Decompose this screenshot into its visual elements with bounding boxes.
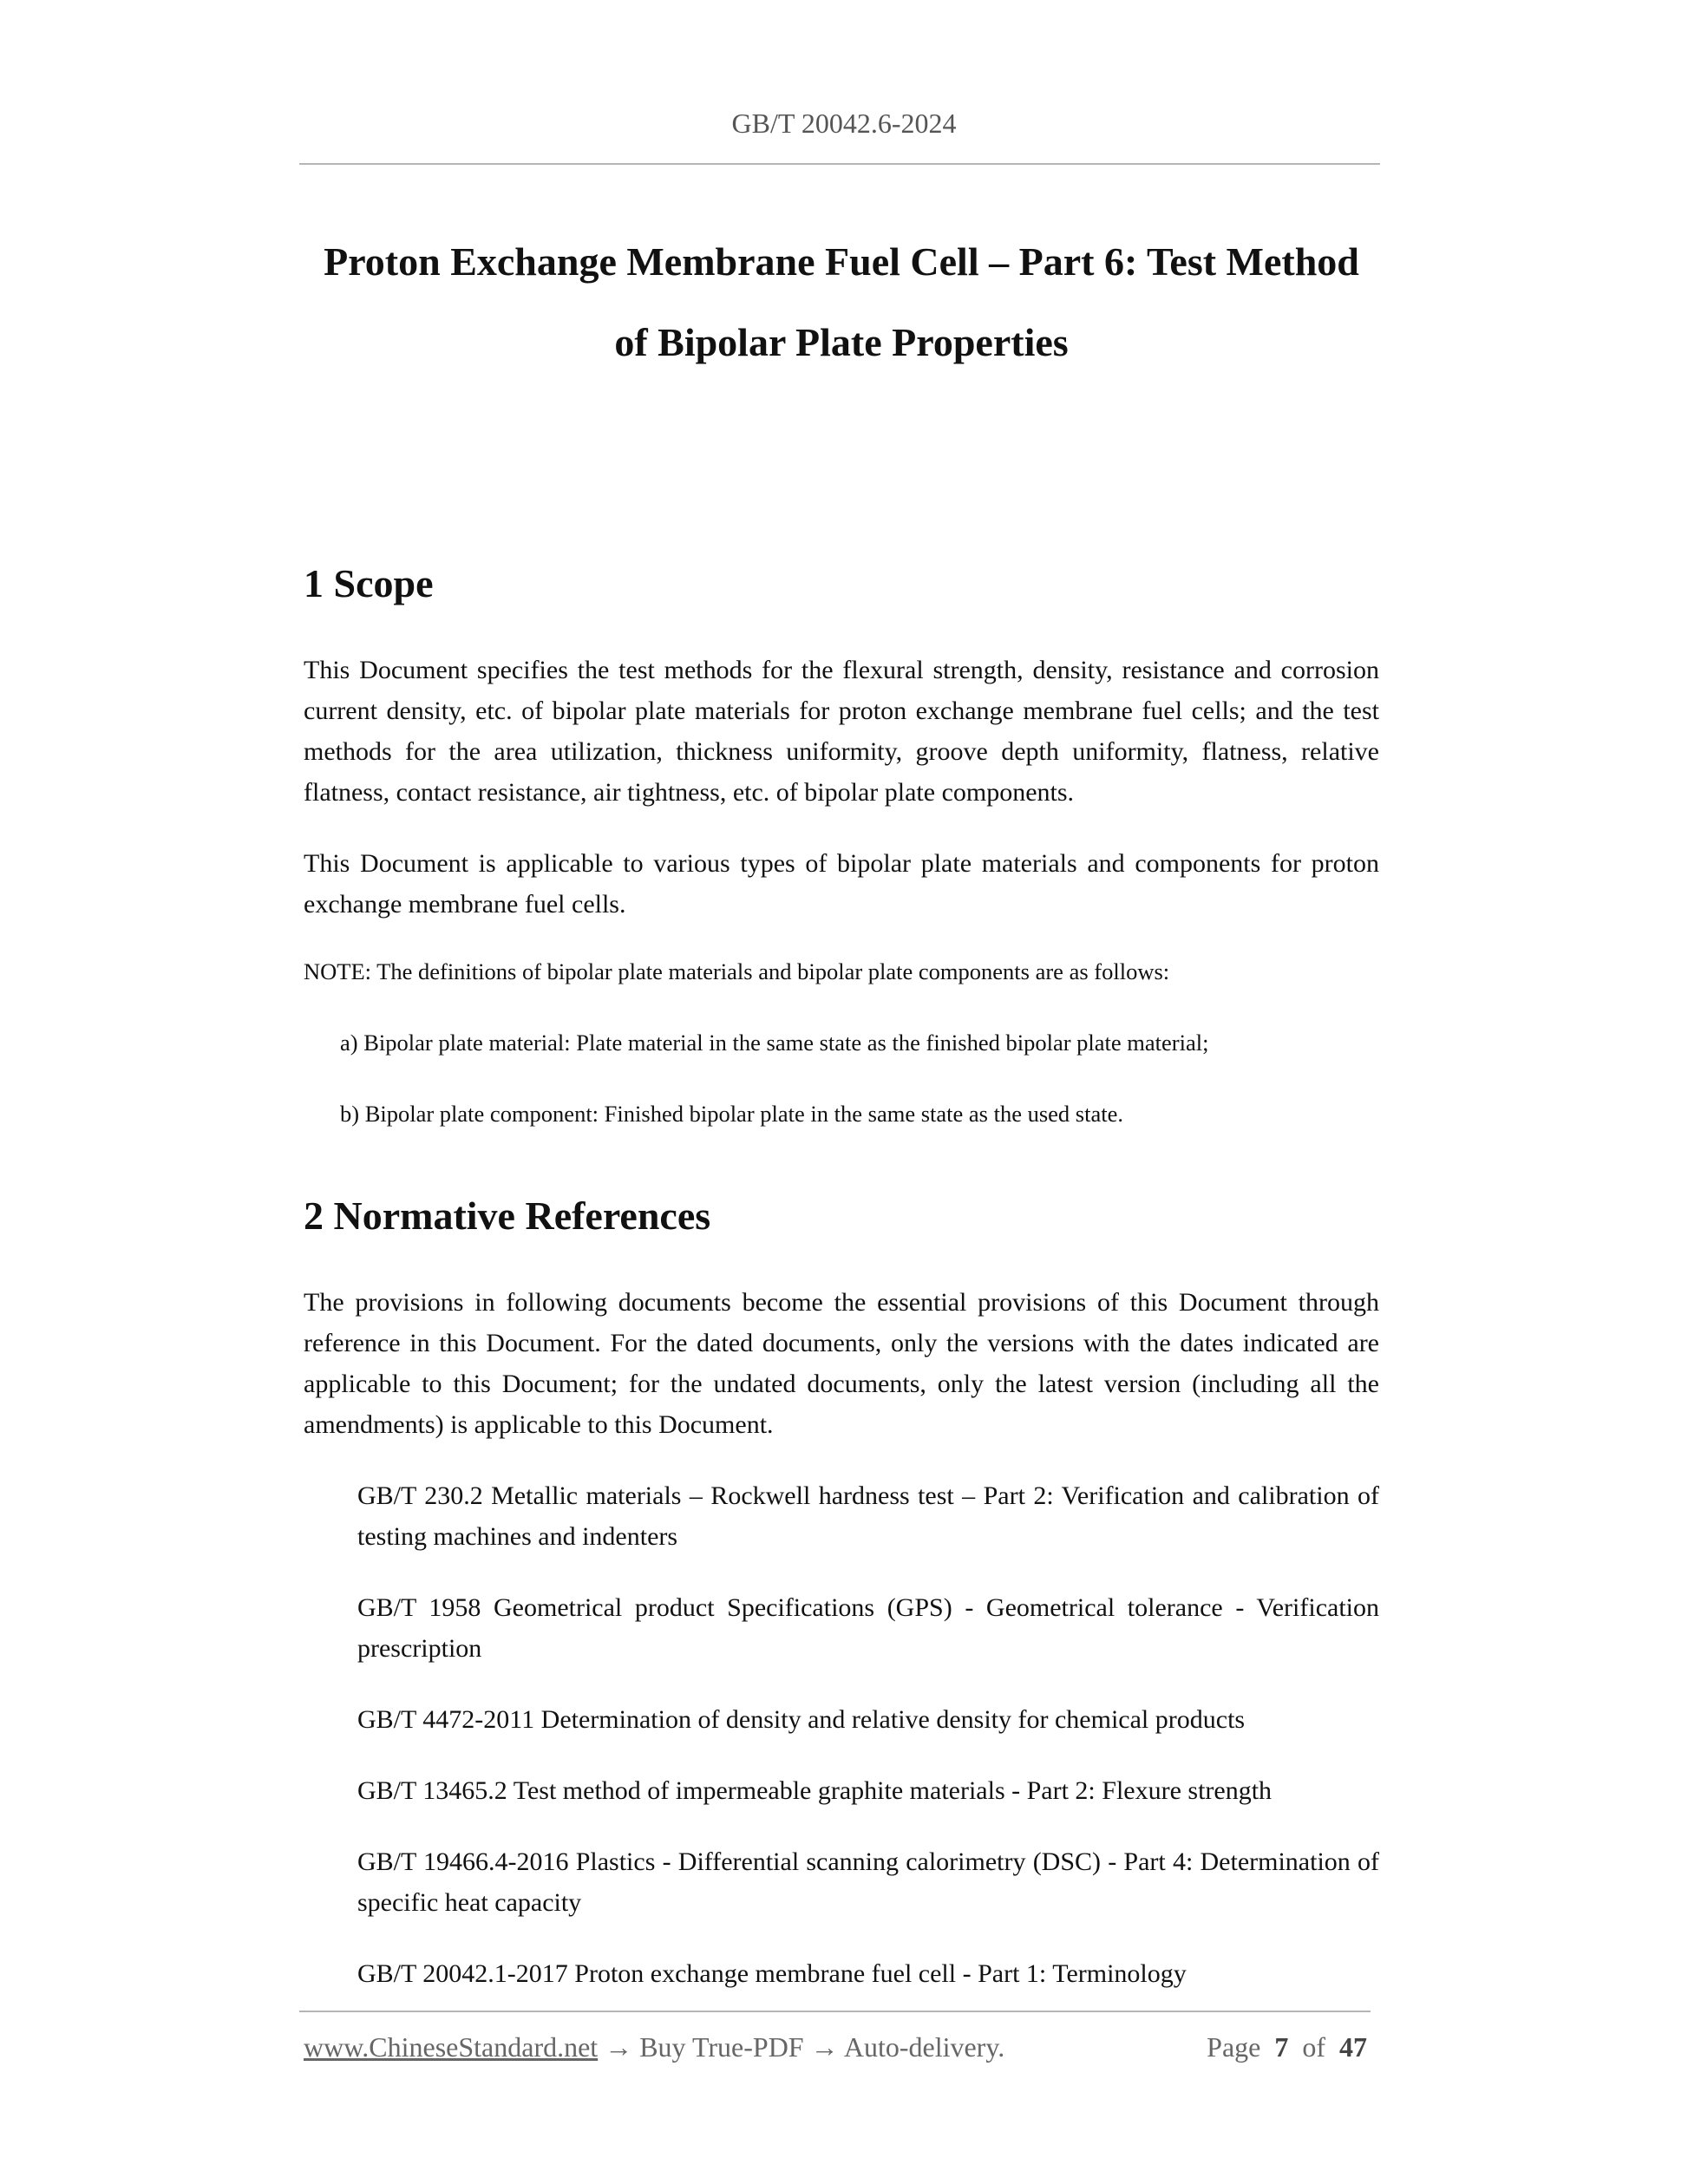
reference-item: GB/T 230.2 Metallic materials – Rockwell hardness test – Part 2: Verification and calibration of testing machines and indenters (357, 1481, 1379, 1551)
document-title-line-2: of Bipolar Plate Properties (614, 320, 1069, 364)
page-footer (304, 2031, 1367, 2070)
scope-paragraph-2: This Document is applicable to various types of bipolar plate materials and components for proton exchange membrane fuel cells. (304, 849, 1379, 919)
normative-intro-paragraph: The provisions in following documents become the essential provisions of this Document through reference in this Document. For the dated documents, only the versions with the dates indicated are applicable to this Document; for the undated documents, only the latest version (including all the amendments) is applicable to this Document. (304, 1288, 1379, 1439)
header-divider (299, 163, 1380, 165)
document-title-line-1: Proton Exchange Membrane Fuel Cell – Part 6: Test Method (324, 239, 1359, 284)
site-link[interactable]: www.ChineseStandard.net (304, 2031, 599, 2063)
footer-divider (299, 2011, 1371, 2012)
scope-note: NOTE: The definitions of bipolar plate materials and bipolar plate components are as follows: (304, 958, 1170, 984)
note-item-b: b) Bipolar plate component: Finished bipolar plate in the same state as the used state. (340, 1101, 1123, 1127)
reference-item: GB/T 19466.4-2016 Plastics - Differential scanning calorimetry (DSC) - Part 4: Determination of specific heat capacity (357, 1847, 1379, 1917)
document-title (304, 221, 1379, 383)
section-heading-scope: 1 Scope (304, 561, 434, 605)
page-header-standard-code: GB/T 20042.6-2024 (731, 108, 957, 139)
reference-list (304, 1475, 1379, 1994)
reference-item: GB/T 4472-2011 Determination of density and relative density for chemical products (357, 1705, 1246, 1734)
section-heading-normative-references: 2 Normative References (304, 1193, 711, 1238)
reference-item: GB/T 13465.2 Test method of impermeable graphite materials - Part 2: Flexure strength (357, 1776, 1273, 1805)
footer-promo (304, 2031, 1004, 2063)
note-item-a: a) Bipolar plate material: Plate material in the same state as the finished bipolar plate material; (340, 1030, 1209, 1056)
document-body (304, 221, 1379, 1994)
footer-promo-text: → Buy True-PDF → Auto-delivery. (605, 2031, 1005, 2063)
reference-item: GB/T 20042.1-2017 Proton exchange membrane fuel cell - Part 1: Terminology (357, 1959, 1187, 1988)
page-of-label: of (1302, 2031, 1325, 2063)
scope-paragraph-1: This Document specifies the test methods for the flexural strength, density, resistance and corrosion current density, etc. of bipolar plate materials for proton exchange membrane fuel cells; and the test methods for the area utilization, thickness uniformity, groove depth uniformity, flatness, relative flatness, contact resistance, air tightness, etc. of bipolar plate components. (304, 656, 1379, 807)
page-total: 47 (1339, 2031, 1367, 2063)
page-label: Page (1207, 2031, 1261, 2063)
reference-item: GB/T 1958 Geometrical product Specifications (GPS) - Geometrical tolerance - Verification prescription (357, 1593, 1379, 1663)
page-current: 7 (1274, 2031, 1289, 2063)
page-number (1207, 2031, 1367, 2063)
